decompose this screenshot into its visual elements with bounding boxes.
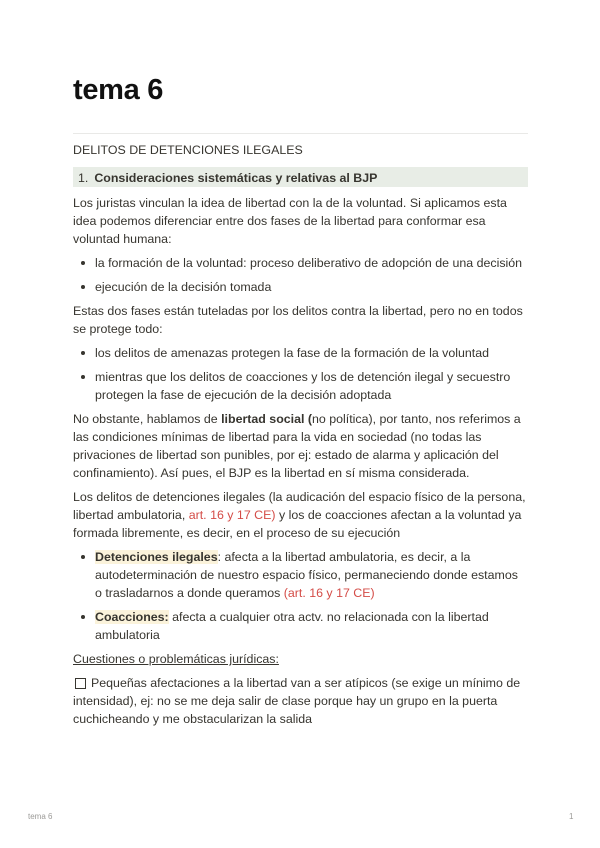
p3-text-a: No obstante, hablamos de (73, 412, 222, 426)
p3-bold: libertad social ( (221, 412, 313, 426)
footer-page-number: 1 (569, 812, 574, 821)
checkbox-icon[interactable] (75, 678, 86, 689)
paragraph-4 (73, 488, 528, 542)
list-item (95, 608, 528, 644)
heading-text: Consideraciones sistemáticas y relativas al BJP (94, 171, 378, 185)
list-item: la formación de la voluntad: proceso deliberativo de adopción de una decisión (95, 254, 528, 272)
todo-item (73, 674, 528, 728)
p4-text-a: Los delitos de detenciones ilegales (la audicación del espacio físico de la persona, libertad ambulatoria, (73, 490, 526, 522)
bullet-list-1 (73, 254, 528, 296)
p4-text-b: y los de coacciones afectan a la voluntad ya formada libremente, es decir, en el proceso de su ejecución (73, 508, 522, 540)
p3-text-b: no política), por tanto, nos referimos a las condiciones mínimas de libertad para la vida en sociedad (no todas las privaciones de libertad son punibles, por ej: estado de alarma y aplicación del confinamiento). Así pues, el BJP es la libertad en sí misma considerada. (73, 412, 521, 480)
paragraph-3 (73, 410, 528, 482)
heading-number: 1. (78, 171, 89, 185)
paragraph-1: Los juristas vinculan la idea de libertad con la de la voluntad. Si aplicamos esta idea podemos diferenciar entre dos fases de la libertad para conformar esa voluntad humana: (73, 196, 507, 246)
footer-title: tema 6 (28, 812, 53, 821)
document-body (73, 140, 528, 734)
p4-reference: art. 16 y 17 CE) (188, 508, 276, 522)
todo-text: Pequeñas afectaciones a la libertad van a ser atípicos (se exige un mínimo de intensidad), ej: no se me deja salir de clase porque hay un grupo en la puerta cuchicheando y me obstacularizan la salida (73, 676, 521, 726)
bullet-list-2 (73, 344, 528, 404)
page-title: tema 6 (73, 74, 164, 106)
section-title: DELITOS DE DETENCIONES ILEGALES (73, 143, 303, 157)
term-text: afecta a cualquier otra actv. no relacionada con la libertad ambulatoria (95, 610, 489, 642)
term-highlight: Coacciones: (95, 610, 169, 624)
title-divider (73, 133, 528, 134)
term-reference: (art. 16 y 17 CE) (283, 586, 375, 600)
list-item: ejecución de la decisión tomada (95, 278, 528, 296)
bullet-list-3 (73, 548, 528, 644)
list-item: los delitos de amenazas protegen la fase de la formación de la voluntad (95, 344, 528, 362)
list-item (95, 548, 528, 602)
list-item: mientras que los delitos de coacciones y los de detención ilegal y secuestro protegen la fase de ejecución de la decisión adoptada (95, 368, 528, 404)
paragraph-2: Estas dos fases están tuteladas por los delitos contra la libertad, pero no en todos se protege todo: (73, 304, 523, 336)
subheading: Cuestiones o problemáticas jurídicas: (73, 652, 279, 666)
term-text: : afecta a la libertad ambulatoria, es decir, a la autodeterminación de nuestro espacio físico, permaneciendo donde estamos o trasladarnos a donde queramos (95, 550, 518, 600)
term-highlight: Detenciones ilegales (95, 550, 218, 564)
numbered-heading (73, 167, 528, 187)
